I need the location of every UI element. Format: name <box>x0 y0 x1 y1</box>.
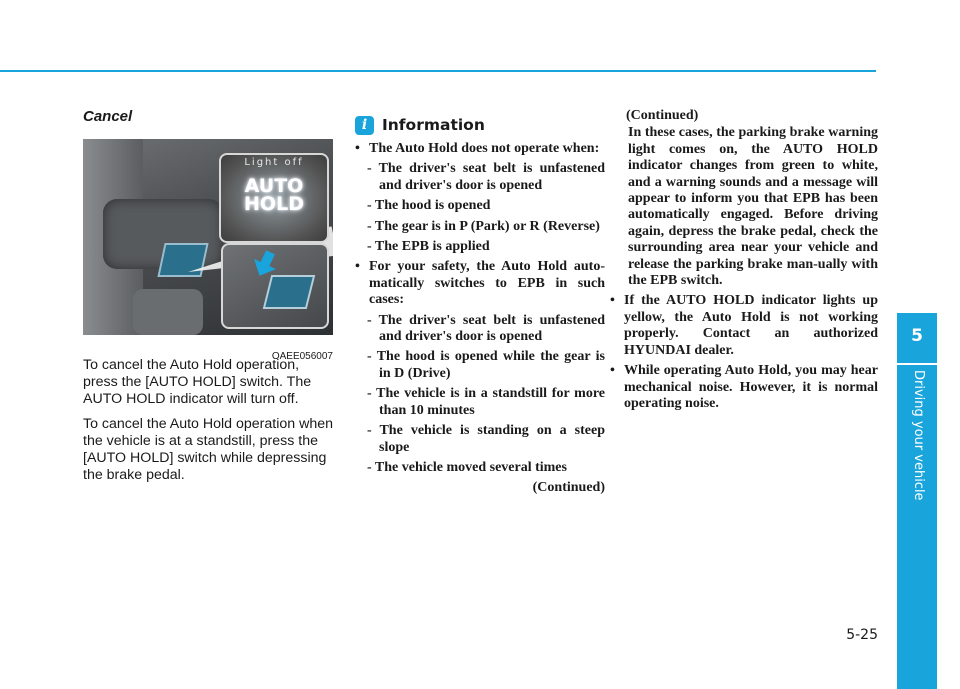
auto-hold-button-graphic <box>263 275 315 309</box>
chapter-label: Driving your vehicle <box>911 370 926 501</box>
auto-hold-switch-graphic <box>157 243 208 277</box>
info-bullet-2-item: - The vehicle is in a standstill for more than 10 minutes <box>367 386 605 418</box>
cancel-section <box>83 108 335 492</box>
continued-heading: (Continued) <box>626 108 699 123</box>
continued-marker: (Continued) <box>532 480 605 496</box>
info-bullet-1: • The Auto Hold does not operate when: <box>355 141 605 157</box>
information-title: Information <box>382 116 485 135</box>
indicator-callout <box>219 153 329 243</box>
chapter-tab-divider <box>897 363 937 365</box>
page-number: 5-25 <box>846 627 878 643</box>
console-photo <box>83 139 333 335</box>
info-bullet-1-item: - The EPB is applied <box>367 239 490 255</box>
indicator-line2: HOLD <box>244 193 304 215</box>
auto-hold-indicator <box>221 177 327 213</box>
header-rule <box>0 70 876 72</box>
info-bullet-3: • If the AUTO HOLD indicator lights up yellow, the Auto Hold is not working properly. Contact an authorized HYUNDAI dealer. <box>610 293 878 359</box>
info-bullet-1-item: - The gear is in P (Park) or R (Reverse) <box>367 218 600 234</box>
info-bullet-1-item: - The driver's seat belt is unfastened and driver's door is opened <box>367 161 605 193</box>
figure <box>83 139 335 362</box>
info-bullet-4: • While operating Auto Hold, you may hear mechanical noise. However, it is normal operating noise. <box>610 363 878 412</box>
information-continued <box>610 108 878 416</box>
photo-cupholder <box>133 289 203 335</box>
light-off-label: Light off <box>244 157 304 168</box>
switch-callout <box>221 243 329 329</box>
info-bullet-2: • For your safety, the Auto Hold auto-matically switches to EPB in such cases: <box>355 259 605 308</box>
section-title: Cancel <box>83 108 133 125</box>
continued-paragraph: In these cases, the parking brake warning light comes on, the AUTO HOLD indicator changes from green to white, and a warning sounds and a message will appear to inform you that EPB has been automatically engaged. Before driving again, depress the brake pedal, check the surrounding area near your vehicle and release the parking brake man-ually with the EPB switch. <box>628 125 878 289</box>
info-icon: i <box>355 116 374 135</box>
info-bullet-2-item: - The driver's seat belt is unfastened and driver's door is opened <box>367 312 605 345</box>
information-box <box>355 116 605 497</box>
chapter-number: 5 <box>911 326 923 346</box>
info-bullet-2-item: - The vehicle moved several times <box>367 459 567 475</box>
info-bullet-1-item: - The hood is opened <box>367 198 491 214</box>
figure-caption: OAEE056007 <box>271 351 333 362</box>
information-header <box>355 116 605 135</box>
indicator-line1: AUTO <box>244 175 304 197</box>
cancel-paragraph-2: To cancel the Auto Hold operation when the vehicle is at a standstill, press the [AUTO HOLD] switch while depressing the brake pedal. <box>83 416 334 483</box>
info-bullet-2-item: - The vehicle is standing on a steep slope <box>367 423 605 455</box>
info-bullet-2-item: - The hood is opened while the gear is in D (Drive) <box>367 349 605 381</box>
cancel-paragraph-1: To cancel the Auto Hold operation, press the [AUTO HOLD] switch. The AUTO HOLD indicator will turn off. <box>83 357 312 407</box>
